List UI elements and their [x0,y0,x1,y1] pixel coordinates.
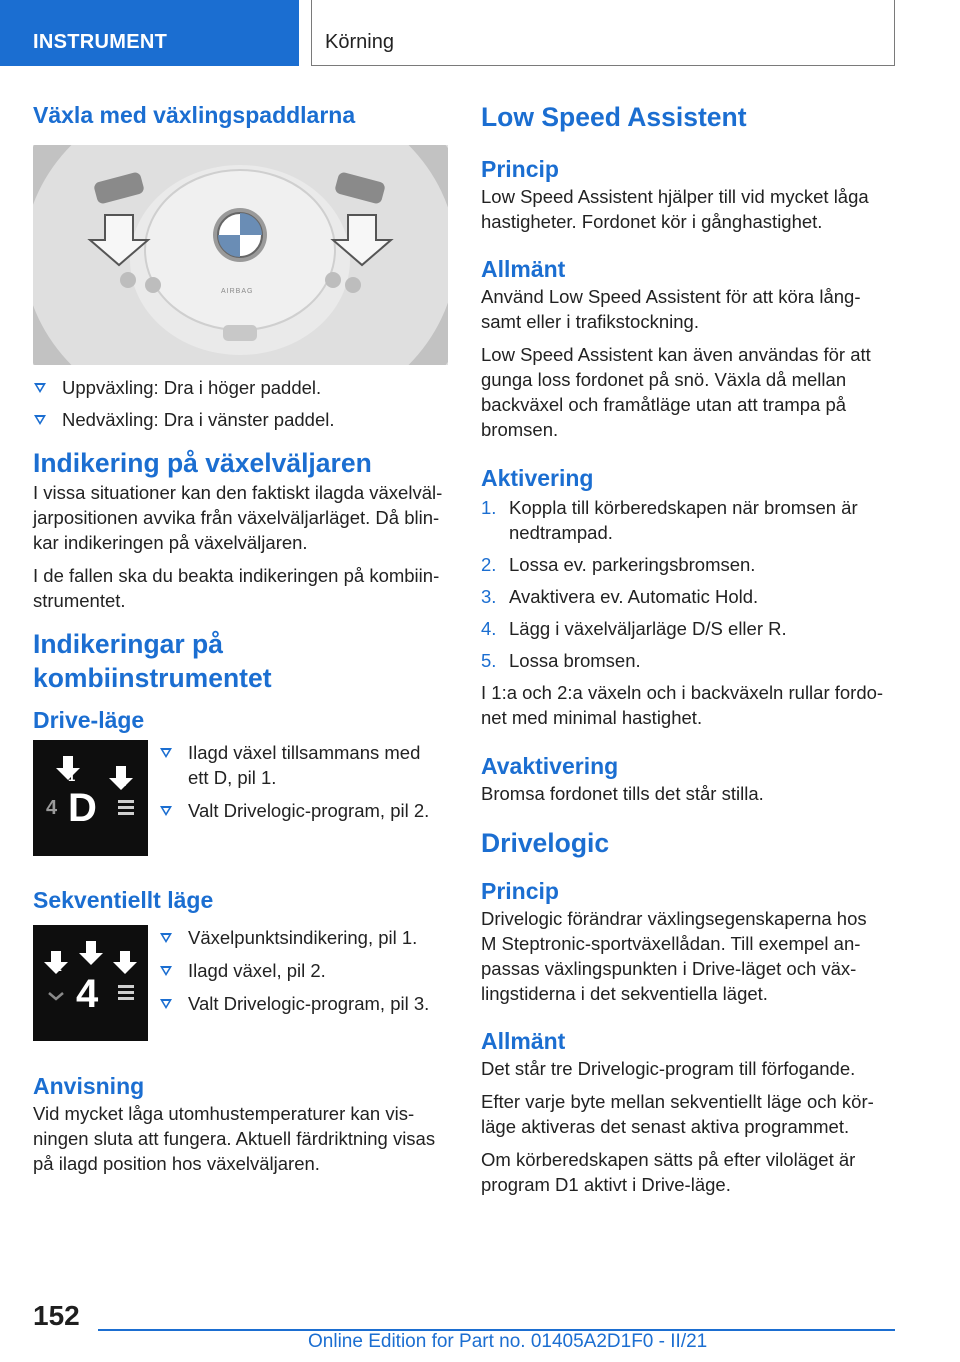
chapter-tab [311,0,895,66]
arrow-label-2: 2 [87,945,94,959]
paragraph-dl-general-2: Efter varje byte mellan sekventiellt läge och kör- läge aktiveras det senast aktiva programmet. [481,1091,874,1137]
arrow-label-3: 3 [122,960,129,974]
arrow-label-1: 1 [68,769,76,784]
left-column [33,100,448,1176]
paragraph-instrument: I de fallen ska du beakta indikeringen på kombiin- strumentet. [33,565,440,611]
paragraph-general-1: Använd Low Speed Assistent för att köra lång- samt eller i trafikstockning. [481,286,861,332]
heading-general: Allmänt [481,256,566,282]
sequential-mode-block [33,925,448,1043]
step-item: 3. Avaktivera ev. Automatic Hold. [481,586,759,607]
heading-gear-selector: Indikering på växelväljaren [33,448,372,478]
airbag-label: AIRBAG [221,288,254,295]
heading-dl-general: Allmänt [481,1028,566,1054]
triangle-bullet-icon [34,415,46,425]
arrow-label-1: 1 [55,960,62,974]
paragraph-principle: Low Speed Assistent hjälper till vid mycket låga hastigheter. Fordonet kör i gånghastighet. [481,186,869,232]
heading-note: Anvisning [33,1073,145,1099]
sequential-mode-display [33,925,148,1041]
right-column [481,100,901,1197]
heading-activation: Aktivering [481,465,594,491]
drive-mode-list-wrap [159,740,449,823]
paragraph-rolling: I 1:a och 2:a växeln och i backväxeln rullar fordo- net med minimal hastighet. [481,682,884,728]
list-item: Nedväxling: Dra i vänster paddel. [33,407,448,432]
paragraph-deactivation: Bromsa fordonet tills det står stilla. [481,783,764,804]
heading-drive-mode: Drive-läge [33,707,145,733]
drive-mode-bullet-list [159,740,449,823]
list-item: Växelpunktsindikering, pil 1. [159,925,449,950]
activation-steps [481,495,901,673]
step-item: 1. Koppla till körberedskapen när bromsen är nedtrampad. [481,497,858,543]
drive-mode-display [33,740,148,856]
paddle-bullet-list [33,375,448,432]
heading-indicators: Indikeringar på kombiinstrumentet [33,629,272,693]
sequential-mode-bullet-list [159,925,449,1016]
gear-number: 4 [76,972,99,1016]
list-item: Uppväxling: Dra i höger paddel. [33,375,448,400]
step-item: 5. Lossa bromsen. [481,650,641,671]
chapter-title: Körning [325,31,394,53]
triangle-bullet-icon [160,999,172,1009]
steering-wheel-illustration [33,145,448,365]
heading-drivelogic: Drivelogic [481,828,610,858]
paragraph-dl-general-1: Det står tre Drivelogic-program till förfogande. [481,1058,856,1079]
arrow-label-2: 2 [119,774,127,789]
list-item: Valt Drivelogic-program, pil 3. [159,991,449,1016]
list-item: Valt Drivelogic-program, pil 2. [159,798,449,823]
paragraph-general-2: Low Speed Assistent kan även användas för att gunga loss fordonet på snö. Växla då mellan backväxel och framåtläge utan att trampa på bromsen. [481,344,871,440]
list-item: Ilagd växel, pil 2. [159,958,449,983]
paragraph-note: Vid mycket låga utomhustemperaturer kan vis- ningen sluta att fungera. Aktuell färdriktning visas på ilagd position hos växelväljaren. [33,1103,436,1174]
paragraph-gear-selector: I vissa situationer kan den faktiskt ilagda växelväl- jarpositionen avvika från växelväljarläget. Då blin- kar indikeringen på växelväljaren. [33,482,443,553]
heading-dl-principle: Princip [481,878,559,904]
sequential-mode-list-wrap [159,925,449,1016]
triangle-bullet-icon [160,748,172,758]
edition-info: Online Edition for Part no. 01405A2D1F0 - II/21 [308,1331,708,1352]
step-item: 2. Lossa ev. parkeringsbromsen. [481,554,756,575]
drive-mode-block [33,740,448,858]
section-tab [0,0,299,66]
heading-deactivation: Avaktivering [481,753,619,779]
program-number: 4 [46,797,58,819]
steering-wheel-photo [33,145,448,365]
triangle-bullet-icon [160,933,172,943]
gear-letter: D [68,786,97,830]
page-number: 152 [33,1300,80,1331]
triangle-bullet-icon [160,966,172,976]
heading-principle: Princip [481,156,559,182]
heading-sequential-mode: Sekventiellt läge [33,887,214,913]
list-item: Ilagd växel tillsammans med ett D, pil 1. [159,740,449,790]
heading-low-speed-assistant: Low Speed Assistent [481,102,747,132]
triangle-bullet-icon [160,806,172,816]
paragraph-dl-principle: Drivelogic förändrar växlingsegenskaperna hos M Steptronic-sportväxellådan. Till exempel an- passas växlingspunkten i Drive-läget och väx- lingstiderna i det sekventiella läget. [481,908,867,1004]
step-item: 4. Lägg i växelväljarläge D/S eller R. [481,618,787,639]
paragraph-dl-general-3: Om körberedskapen sätts på efter viloläget är program D1 aktivt i Drive-läge. [481,1149,856,1195]
section-title: INSTRUMENT [33,31,168,53]
triangle-bullet-icon [34,383,46,393]
heading-paddles: Växla med växlingspaddlarna [33,102,356,128]
